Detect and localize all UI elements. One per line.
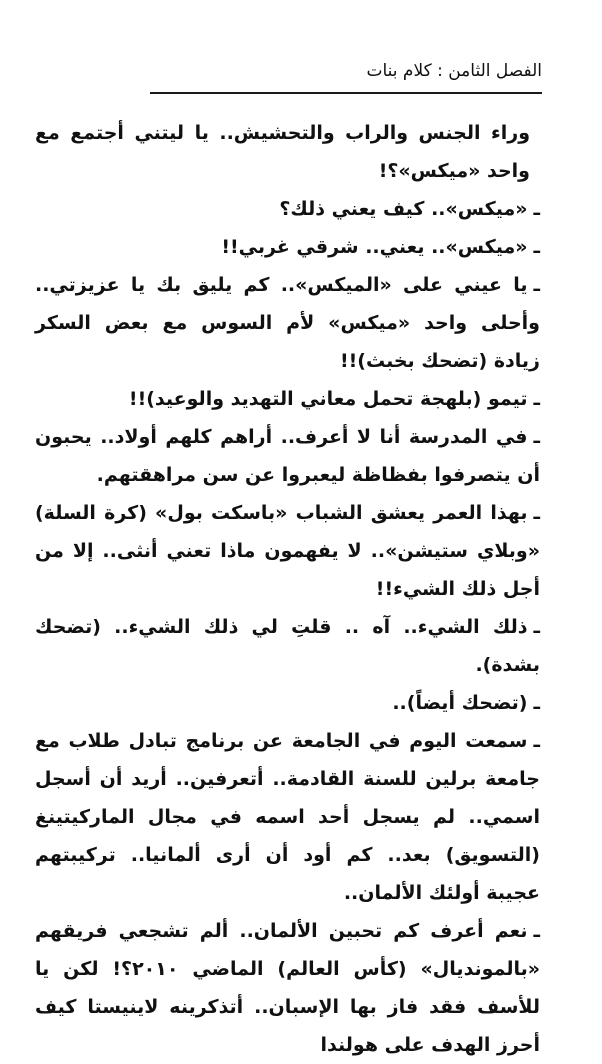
- dialogue-dash: ـ: [533, 730, 540, 752]
- dialogue-line: [35, 608, 540, 684]
- paragraph-text: ذلك الشيء.. آه .. قلتِ لي ذلك الشيء.. (تضحك بشدة).: [35, 616, 540, 676]
- dialogue-dash: ـ: [533, 198, 540, 220]
- dialogue-dash: ـ: [533, 426, 540, 448]
- paragraph-text: بهذا العمر يعشق الشباب «باسكت بول» (كرة السلة) «وبلاي ستيشن».. لا يفهمون ماذا تعني أنثى.. إلا من أجل ذلك الشيء!!: [35, 502, 540, 600]
- dialogue-line: [35, 266, 540, 380]
- dialogue-line: [35, 228, 540, 266]
- dialogue-dash: ـ: [533, 616, 540, 638]
- dialogue-dash: ـ: [533, 502, 540, 524]
- dialogue-line: [35, 190, 540, 228]
- body-text: [35, 114, 540, 1064]
- dialogue-line: [35, 494, 540, 608]
- running-header: الفصل الثامن : كلام بنات: [366, 61, 542, 81]
- dialogue-dash: ـ: [533, 274, 540, 296]
- paragraph-text: سمعت اليوم في الجامعة عن برنامج تبادل طلاب مع جامعة برلين للسنة القادمة.. أتعرفين.. أريد أن أسجل اسمي.. لم يسجل أحد اسمه في مجال الماركيتينغ (التسويق) بعد.. كم أود أن أرى ألمانيا.. تركيبتهم عجيبة أولئك الألمان..: [35, 730, 540, 904]
- header-rule: [150, 92, 542, 94]
- dialogue-line: [35, 912, 540, 1064]
- dialogue-dash: ـ: [533, 236, 540, 258]
- paragraph: [35, 114, 540, 190]
- paragraph-text: «ميكس».. يعني.. شرقي غربي!!: [221, 236, 528, 258]
- dialogue-line: [35, 722, 540, 912]
- paragraph-text: وراء الجنس والراب والتحشيش.. يا ليتني أجتمع مع واحد «ميكس»؟!: [35, 122, 530, 182]
- paragraph-text: «ميكس».. كيف يعني ذلك؟: [279, 198, 528, 220]
- paragraph-text: تيمو (بلهجة تحمل معاني التهديد والوعيد)!!: [128, 388, 528, 410]
- dialogue-dash: ـ: [533, 920, 540, 942]
- dialogue-line: [35, 418, 540, 494]
- paragraph-text: (تضحك أيضاً)..: [392, 692, 528, 714]
- dialogue-dash: ـ: [533, 692, 540, 714]
- dialogue-dash: ـ: [533, 388, 540, 410]
- paragraph-text: نعم أعرف كم تحبين الألمان.. ألم تشجعي فريقهم «بالمونديال» (كأس العالم) الماضي ٢٠١٠؟! لكن يا للأسف فقد فاز بها الإسبان.. أتذكرينه لاينيستا كيف أحرز الهدف على هولندا: [35, 920, 540, 1056]
- dialogue-line: [35, 684, 540, 722]
- paragraph-text: في المدرسة أنا لا أعرف.. أراهم كلهم أولاد.. يحبون أن يتصرفوا بفظاظة ليعبروا عن سن مراهقتهم.: [35, 426, 540, 486]
- paragraph-text: يا عيني على «الميكس».. كم يليق بك يا عزيزتي.. وأحلى واحد «ميكس» لأم السوس مع بعض السكر زيادة (تضحك بخبث)!!: [35, 274, 540, 372]
- dialogue-line: [35, 380, 540, 418]
